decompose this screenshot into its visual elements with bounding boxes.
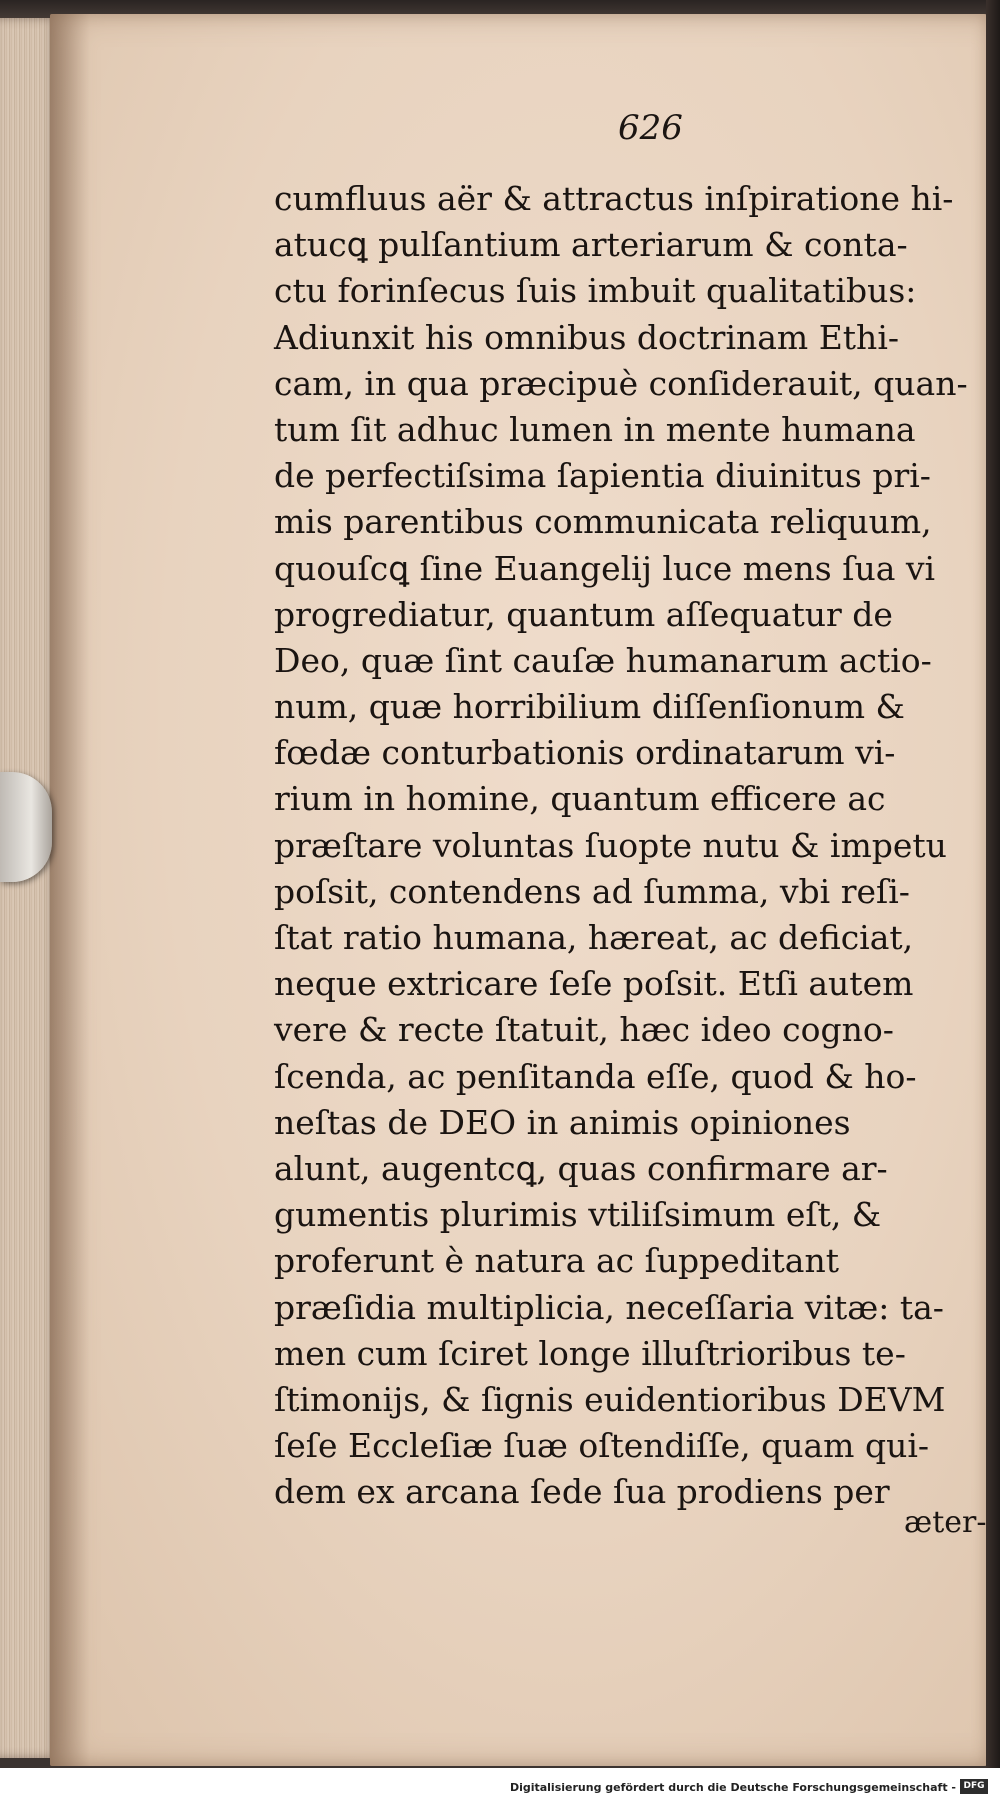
text-line: cam, in qua præcipuè conſiderauit, quan- bbox=[274, 363, 968, 403]
text-line: alunt, augentcꝗ, quas confirmare ar- bbox=[274, 1148, 888, 1188]
catchword: æter- bbox=[904, 1505, 987, 1540]
text-line: ſtat ratio humana, hæreat, ac deficiat, bbox=[274, 918, 914, 957]
text-line: poſsit, contendens ad ſumma, vbi reſi- bbox=[274, 871, 910, 911]
body-text bbox=[274, 176, 974, 1515]
clasp-tab bbox=[0, 772, 52, 882]
text-line: neſtas de DEO in animis opiniones bbox=[274, 1102, 851, 1142]
digitization-credit: Digitalisierung gefördert durch die Deutsche Forschungsgemeinschaft - bbox=[509, 1781, 956, 1794]
text-line: mis parentibus communicata reliquum, bbox=[274, 502, 932, 542]
text-line: num, quæ horribilium diſſenſionum & bbox=[274, 687, 905, 727]
text-line: ctu forinſecus ſuis imbuit qualitatibus: bbox=[274, 271, 917, 311]
text-line: dem ex arcana ſede ſua prodiens per bbox=[274, 1472, 890, 1512]
scan-background-right bbox=[986, 0, 1000, 1803]
text-line: fœdæ conturbationis ordinatarum vi- bbox=[274, 733, 896, 773]
text-line: tum ſit adhuc lumen in mente humana bbox=[274, 409, 916, 449]
text-line: præſidia multiplicia, neceſſaria vitæ: ta- bbox=[274, 1287, 944, 1327]
text-line: quouſcꝗ ſine Euangelij luce mens ſua vi bbox=[274, 548, 936, 588]
text-line: progrediatur, quantum aſſequatur de bbox=[274, 594, 893, 634]
text-line: ſeſe Eccleſiæ ſuæ oſtendiſſe, quam qui- bbox=[274, 1426, 930, 1466]
text-line: cumfluus aër & attractus inſpiratione hi- bbox=[274, 179, 954, 218]
text-line: atucꝗ pulſantium arteriarum & conta- bbox=[274, 225, 908, 265]
text-line: men cum ſciret longe illuſtrioribus te- bbox=[274, 1333, 906, 1373]
text-line: præſtare voluntas ſuopte nutu & impetu bbox=[274, 825, 947, 865]
gutter-shadow bbox=[50, 14, 90, 1766]
text-line: proferunt è natura ac ſuppeditant bbox=[274, 1241, 839, 1281]
text-line: neque extricare ſeſe poſsit. Etſi autem bbox=[274, 964, 914, 1004]
text-line: Deo, quæ ſint cauſæ humanarum actio- bbox=[274, 640, 932, 680]
text-line: gumentis plurimis vtiliſsimum eſt, & bbox=[274, 1195, 882, 1235]
page-number: 626 bbox=[618, 108, 683, 148]
text-line: ſcenda, ac penſitanda eſſe, quod & ho- bbox=[274, 1056, 917, 1096]
text-line: de perfectiſsima ſapientia diuinitus pri- bbox=[274, 456, 931, 496]
dfg-logo: DFG bbox=[960, 1779, 988, 1794]
text-line: ſtimonijs, & ſignis euidentioribus DEVM bbox=[274, 1379, 946, 1419]
text-line: rium in homine, quantum efficere ac bbox=[274, 779, 886, 819]
text-line: vere & recte ſtatuit, hæc ideo cogno- bbox=[274, 1010, 894, 1050]
text-line: Adiunxit his omnibus doctrinam Ethi- bbox=[274, 317, 900, 357]
